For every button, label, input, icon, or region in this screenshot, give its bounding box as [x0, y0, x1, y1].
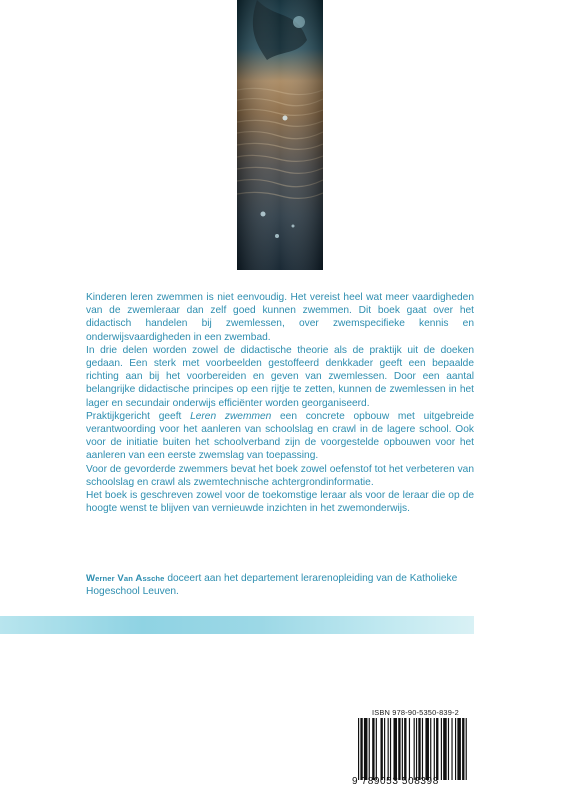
barcode-bar — [422, 718, 423, 780]
barcode-bar — [416, 718, 417, 780]
barcode-bar — [376, 718, 377, 780]
barcode-bar — [393, 718, 397, 780]
barcode-bar — [451, 718, 452, 780]
barcode-bar — [398, 718, 400, 780]
barcode-bar — [457, 718, 461, 780]
barcode-bar — [455, 718, 456, 780]
barcode-bar — [404, 718, 406, 780]
barcode — [358, 718, 468, 780]
barcode-bar — [425, 718, 429, 780]
author-name: Werner Van Assche — [86, 573, 165, 584]
barcode-bar — [402, 718, 403, 780]
barcode-bar — [414, 718, 415, 780]
barcode-bar — [436, 718, 438, 780]
barcode-bar — [409, 718, 410, 780]
barcode-bar — [360, 718, 362, 780]
barcode-bar — [434, 718, 435, 780]
blurb-p3-after: een concrete opbouw met uitgebreide verantwoording voor het aanleren van schoolslag en crawl in de lagere school. Ook voor de initiatie buiten het schoolverband zijn de voorgestelde opbouwen voor het aanleren van een eerste zwemslag van toepassing. — [86, 410, 475, 462]
barcode-bar — [441, 718, 442, 780]
blurb-paragraph-1: Kinderen leren zwemmen is niet eenvoudig. Het vereist heel wat meer vaardigheden van de zwemleraar dan zelf goed kunnen zwemmen. Dit boek gaat over het didactisch handelen bij zwemlessen, over zwemspecifieke kennis en onderwijsvaardigheden in een zwembad. — [86, 292, 474, 343]
barcode-bar — [372, 718, 374, 780]
author-bio — [86, 572, 474, 598]
barcode-digits: 9 789053 508398 — [352, 776, 439, 787]
barcode-bar — [418, 718, 420, 780]
barcode-bar — [448, 718, 449, 780]
barcode-bar — [430, 718, 431, 780]
back-cover-blurb — [86, 291, 474, 515]
barcode-bar — [380, 718, 382, 780]
barcode-bar — [466, 718, 467, 780]
blurb-paragraph-5: Het boek is geschreven zowel voor de toekomstige leraar als voor de leraar die op de hoogte wenst te blijven van vernieuwde inzichten in het zwemonderwijs. — [86, 490, 474, 515]
barcode-bar — [384, 718, 385, 780]
water-photo-image — [237, 0, 323, 270]
barcode-bar — [369, 718, 370, 780]
blurb-paragraph-2: In drie delen worden zowel de didactische theorie als de praktijk uit de doeken gedaan. Een sterk met voorbeelden gestoffeerd denkkader geeft een bepaalde richting aan bij het voorbereiden en geven van zwemlessen. Door een aantal belangrijke didactische principes op een rijtje te zetten, kunnen de zwemlessen in het lager en secundair onderwijs efficiënter worden georganiseerd. — [86, 344, 474, 409]
book-title-italic: Leren zwemmen — [190, 410, 272, 422]
author-bio-text: doceert aan het departement lerarenopleiding van de Katholieke Hogeschool Leuven. — [86, 573, 458, 598]
water-photo — [237, 0, 323, 270]
water-band-decoration — [0, 616, 474, 634]
barcode-bar — [364, 718, 368, 780]
blurb-paragraph-3 — [86, 410, 474, 463]
barcode-bar — [388, 718, 389, 780]
barcode-bar — [358, 718, 359, 780]
isbn-label: ISBN 978-90-5350-839-2 — [372, 708, 459, 717]
barcode-bar — [390, 718, 391, 780]
barcode-bar — [462, 718, 464, 780]
blurb-paragraph-4: Voor de gevorderde zwemmers bevat het boek zowel oefenstof tot het verbeteren van schoolslag en crawl als zwemtechnische achtergrondinformatie. — [86, 463, 474, 488]
blurb-p3-before: Praktijkgericht geeft — [86, 410, 191, 422]
barcode-bar — [443, 718, 447, 780]
